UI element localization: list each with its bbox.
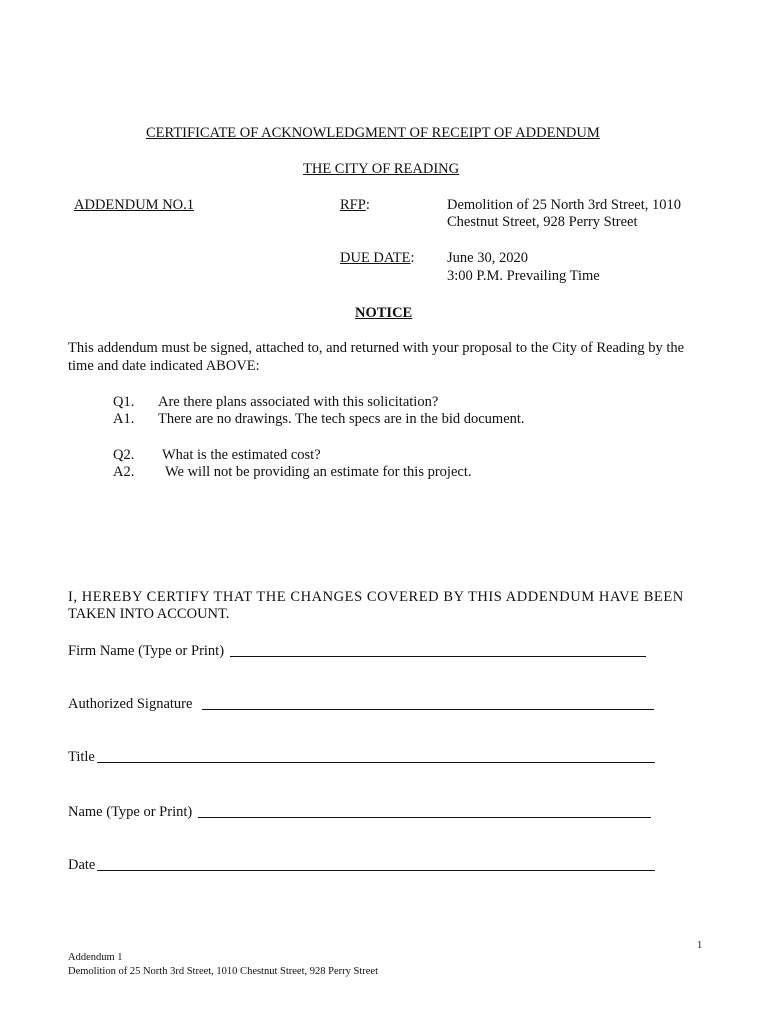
- name-field[interactable]: [198, 817, 651, 818]
- title-field[interactable]: [97, 762, 655, 763]
- due-time-value: 3:00 P.M. Prevailing Time: [447, 268, 600, 284]
- rfp-label-group: [340, 196, 370, 214]
- firm-name-label: Firm Name (Type or Print): [68, 643, 225, 659]
- authorized-signature-field[interactable]: [202, 709, 654, 710]
- question-text: Are there plans associated with this solicitation?: [158, 394, 439, 410]
- city-heading: THE CITY OF READING: [303, 161, 460, 177]
- question-label: Q2.: [113, 447, 135, 463]
- document-title: CERTIFICATE OF ACKNOWLEDGMENT OF RECEIPT OF ADDENDUM: [146, 125, 600, 141]
- date-label: Date: [68, 857, 96, 873]
- notice-text-line1: This addendum must be signed, attached to, and returned with your proposal to the City of Reading by the: [68, 340, 685, 356]
- rfp-label: RFP: [340, 197, 366, 213]
- certify-text-line1: I, HEREBY CERTIFY THAT THE CHANGES COVERED BY THIS ADDENDUM HAVE BEEN: [68, 589, 684, 605]
- rfp-description-line1: Demolition of 25 North 3rd Street, 1010: [447, 197, 681, 213]
- certify-text-line2: TAKEN INTO ACCOUNT.: [68, 606, 230, 622]
- addendum-number: ADDENDUM NO.1: [74, 197, 195, 213]
- footer-line2: Demolition of 25 North 3rd Street, 1010 Chestnut Street, 928 Perry Street: [68, 966, 378, 977]
- answer-text: We will not be providing an estimate for this project.: [165, 464, 472, 480]
- firm-name-field[interactable]: [230, 656, 646, 657]
- notice-text-line2: time and date indicated ABOVE:: [68, 358, 260, 374]
- authorized-signature-label: Authorized Signature: [68, 696, 193, 712]
- due-date-label: DUE DATE: [340, 250, 411, 266]
- answer-label: A1.: [113, 411, 135, 427]
- question-text: What is the estimated cost?: [162, 447, 321, 463]
- date-field[interactable]: [97, 870, 655, 871]
- page-number: 1: [697, 940, 703, 951]
- name-label: Name (Type or Print): [68, 804, 193, 820]
- due-date-value: June 30, 2020: [447, 250, 528, 266]
- due-date-label-group: [340, 249, 415, 267]
- rfp-description-line2: Chestnut Street, 928 Perry Street: [447, 214, 638, 230]
- notice-heading: NOTICE: [355, 305, 413, 321]
- rfp-colon: :: [365, 197, 370, 213]
- title-label: Title: [68, 749, 95, 765]
- question-label: Q1.: [113, 394, 135, 410]
- due-date-colon: :: [410, 250, 415, 266]
- answer-label: A2.: [113, 464, 135, 480]
- footer-line1: Addendum 1: [68, 952, 123, 963]
- answer-text: There are no drawings. The tech specs are in the bid document.: [158, 411, 525, 427]
